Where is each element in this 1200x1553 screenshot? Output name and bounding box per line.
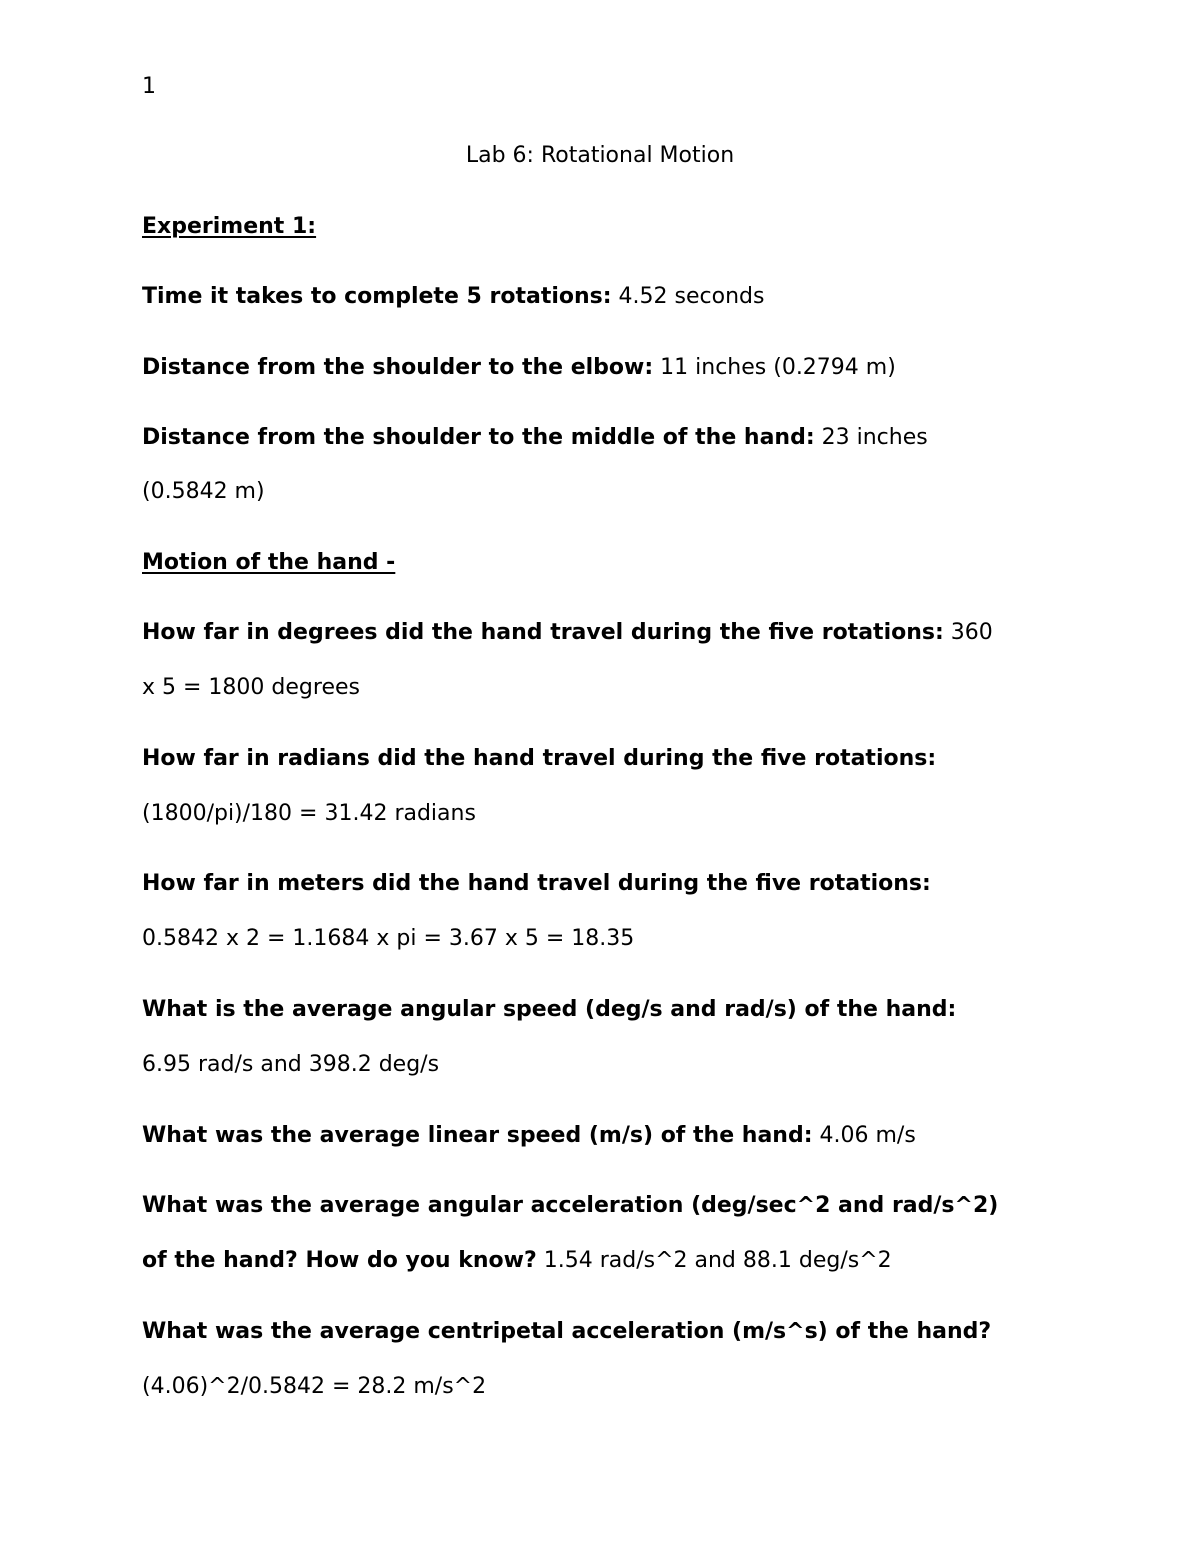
centripetal-answer: (4.06)^2/0.5842 = 28.2 m/s^2 <box>142 1374 487 1399</box>
page-number: 1 <box>142 74 156 99</box>
hand-distance-value-continued: (0.5842 m) <box>142 479 265 504</box>
time-row <box>142 284 764 310</box>
hand-distance-row <box>142 425 928 451</box>
meters-answer: 0.5842 x 2 = 1.1684 x pi = 3.67 x 5 = 18.35 <box>142 926 635 951</box>
centripetal-question: What was the average centripetal acceleration (m/s^s) of the hand? <box>142 1319 992 1344</box>
angular-speed-question: What is the average angular speed (deg/s and rad/s) of the hand: <box>142 997 957 1022</box>
motion-heading: Motion of the hand - <box>142 550 396 575</box>
linear-speed-question: What was the average linear speed (m/s) of the hand: <box>142 1123 813 1148</box>
hand-distance-value: 23 inches <box>814 425 928 450</box>
hand-distance-label: Distance from the shoulder to the middle of the hand: <box>142 425 815 450</box>
elbow-distance-label: Distance from the shoulder to the elbow: <box>142 355 654 380</box>
degrees-question-label: How far in degrees did the hand travel during the five rotations: <box>142 620 944 645</box>
angular-accel-row <box>142 1248 892 1274</box>
time-label: Time it takes to complete 5 rotations: <box>142 284 612 309</box>
document-title: Lab 6: Rotational Motion <box>465 143 735 168</box>
elbow-distance-row <box>142 355 896 381</box>
angular-speed-answer: 6.95 rad/s and 398.2 deg/s <box>142 1052 440 1077</box>
angular-accel-answer: 1.54 rad/s^2 and 88.1 deg/s^2 <box>536 1248 892 1273</box>
linear-speed-answer: 4.06 m/s <box>812 1123 916 1148</box>
meters-question: How far in meters did the hand travel during the five rotations: <box>142 871 931 896</box>
experiment-heading: Experiment 1: <box>142 214 317 239</box>
angular-accel-question: What was the average angular acceleration (deg/sec^2 and rad/s^2) <box>142 1193 999 1218</box>
elbow-distance-value: 11 inches (0.2794 m) <box>653 355 896 380</box>
degrees-answer: 360 <box>943 620 993 645</box>
linear-speed-row <box>142 1123 916 1149</box>
degrees-answer-continued: x 5 = 1800 degrees <box>142 675 360 700</box>
angular-accel-question-continued: of the hand? How do you know? <box>142 1248 537 1273</box>
time-value: 4.52 seconds <box>611 284 765 309</box>
radians-question: How far in radians did the hand travel during the five rotations: <box>142 746 937 771</box>
radians-answer: (1800/pi)/180 = 31.42 radians <box>142 801 476 826</box>
degrees-question-row <box>142 620 993 646</box>
